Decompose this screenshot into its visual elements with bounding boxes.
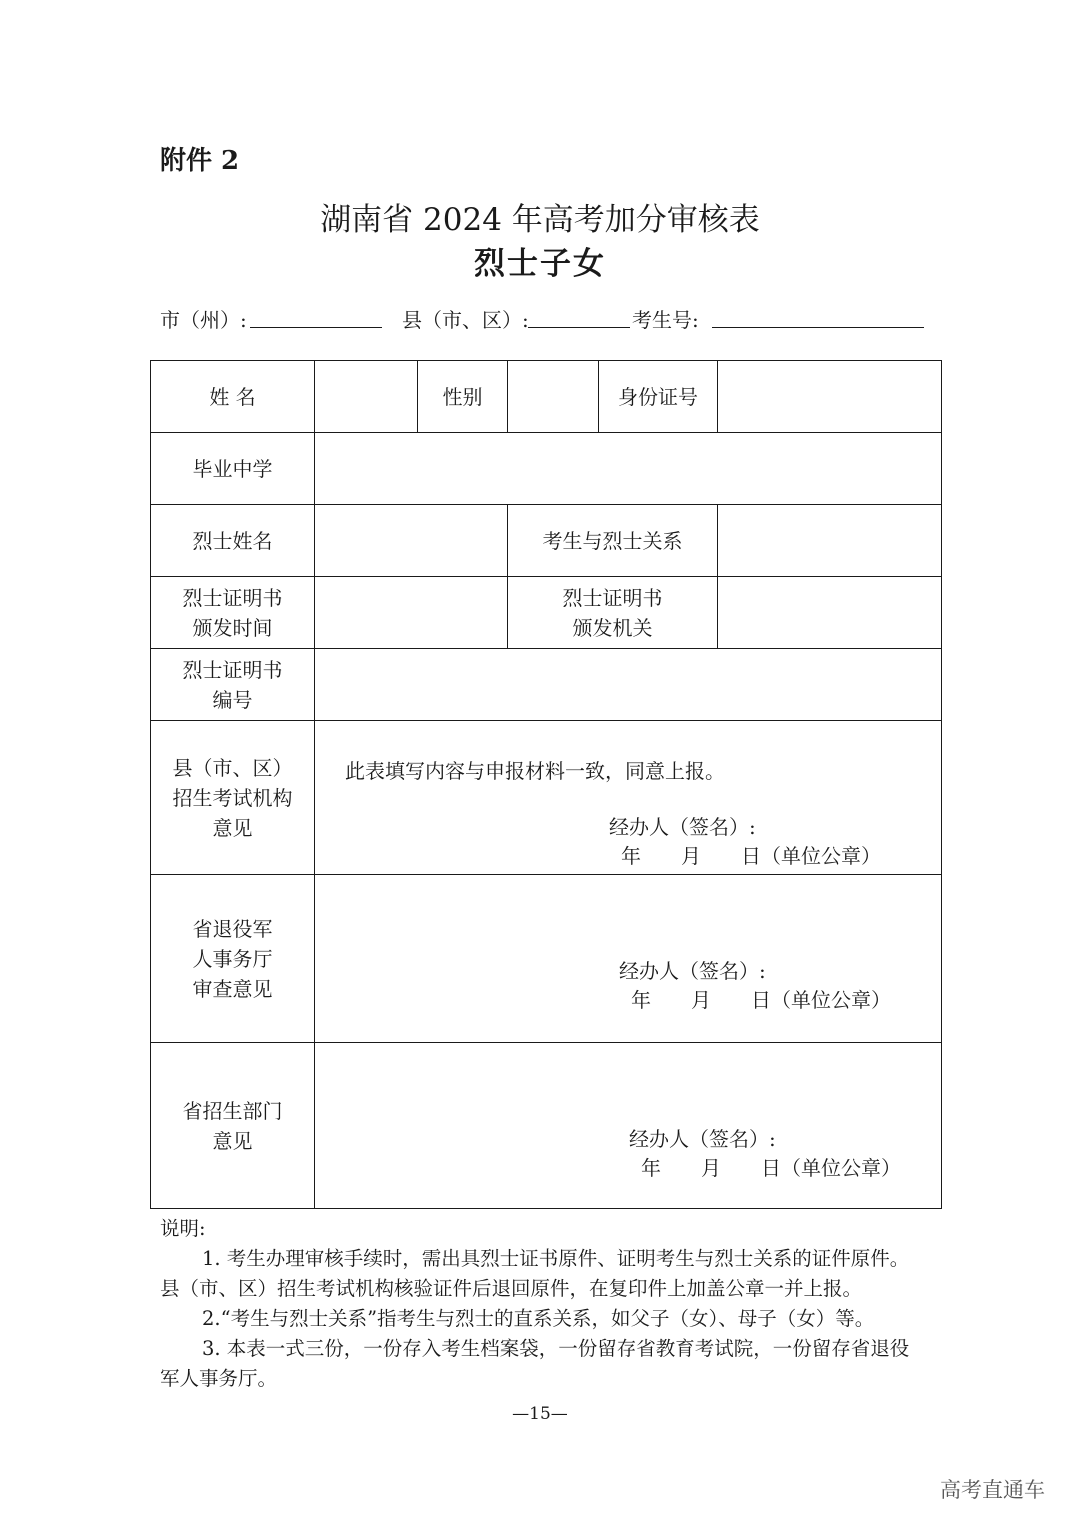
- county-handler-signature: 经办人（签名）:: [609, 815, 756, 839]
- row-basic-info: [151, 361, 942, 433]
- veteran-opinion-cell[interactable]: [315, 875, 942, 1043]
- id-number-label: 身份证号: [599, 361, 718, 433]
- county-field[interactable]: [528, 305, 630, 328]
- row-cert-number: [151, 649, 942, 721]
- admission-date-seal: 年 月 日（单位公章）: [641, 1156, 901, 1180]
- admission-opinion-label-line2: 意见: [212, 1128, 253, 1153]
- gender-label: 性别: [418, 361, 508, 433]
- county-opinion-label-line3: 意见: [212, 815, 253, 840]
- county-opinion-text: 此表填写内容与申报材料一致，同意上报。: [345, 759, 725, 783]
- review-form-table: [150, 360, 942, 1209]
- name-field[interactable]: [315, 361, 418, 433]
- county-opinion-label: [151, 721, 315, 875]
- county-label: 县（市、区）:: [402, 308, 529, 332]
- admission-opinion-cell[interactable]: [315, 1043, 942, 1209]
- veteran-date-seal: 年 月 日（单位公章）: [631, 988, 891, 1012]
- note-item-3: 3. 本表一式三份，一份存入考生档案袋，一份留存省教育考试院，一份留存省退役: [202, 1337, 910, 1360]
- county-opinion-label-line2: 招生考试机构: [172, 785, 293, 810]
- row-certificate: [151, 577, 942, 649]
- martyr-name-field[interactable]: [315, 505, 508, 577]
- county-opinion-cell[interactable]: [315, 721, 942, 875]
- veteran-handler-signature: 经办人（签名）:: [619, 959, 766, 983]
- note-item-1-continued: 县（市、区）招生考试机构核验证件后退回原件，在复印件上加盖公章一并上报。: [160, 1277, 863, 1300]
- cert-org-label: [508, 577, 718, 649]
- row-school: [151, 433, 942, 505]
- city-label: 市（州）:: [160, 308, 247, 332]
- row-martyr: [151, 505, 942, 577]
- cert-org-field[interactable]: [718, 577, 942, 649]
- cert-date-field[interactable]: [315, 577, 508, 649]
- school-label: 毕业中学: [151, 433, 315, 505]
- exam-number-label: 考生号:: [632, 308, 699, 332]
- gender-field[interactable]: [508, 361, 599, 433]
- note-item-2: 2.“考生与烈士关系”指考生与烈士的直系关系，如父子（女）、母子（女）等。: [202, 1307, 875, 1330]
- cert-number-label-line2: 编号: [212, 687, 253, 712]
- cert-org-label-line1: 烈士证明书: [562, 585, 663, 610]
- county-date-seal: 年 月 日（单位公章）: [621, 844, 881, 868]
- cert-number-label: [151, 649, 315, 721]
- note-item-3-continued: 军人事务厅。: [160, 1367, 278, 1390]
- name-label: 姓 名: [151, 361, 315, 433]
- cert-org-label-line2: 颁发机关: [572, 615, 653, 640]
- city-field[interactable]: [250, 305, 382, 328]
- cert-number-label-line1: 烈士证明书: [182, 657, 283, 682]
- row-admission-opinion: [151, 1043, 942, 1209]
- veteran-opinion-label-line1: 省退役军: [192, 916, 273, 941]
- cert-date-label: [151, 577, 315, 649]
- admission-handler-signature: 经办人（签名）:: [629, 1127, 776, 1151]
- notes-heading: 说明:: [160, 1217, 206, 1240]
- row-veteran-opinion: [151, 875, 942, 1043]
- cert-date-label-line2: 颁发时间: [192, 615, 273, 640]
- watermark-text: 高考直通车: [940, 1478, 1045, 1502]
- school-field[interactable]: [315, 433, 942, 505]
- page-number: —15—: [512, 1404, 568, 1424]
- form-title: 湖南省 2024 年高考加分审核表: [320, 202, 760, 238]
- attachment-label: 附件 2: [160, 146, 240, 176]
- row-county-opinion: [151, 721, 942, 875]
- cert-number-field[interactable]: [315, 649, 942, 721]
- veteran-opinion-label-line2: 人事务厅: [192, 946, 273, 971]
- relation-label: 考生与烈士关系: [508, 505, 718, 577]
- county-opinion-label-line1: 县（市、区）: [172, 755, 293, 780]
- form-subtitle: 烈士子女: [474, 246, 606, 282]
- note-item-1: 1. 考生办理审核手续时，需出具烈士证书原件、证明考生与烈士关系的证件原件。: [202, 1247, 910, 1270]
- veteran-opinion-label-line3: 审查意见: [192, 976, 273, 1001]
- veteran-opinion-label: [151, 875, 315, 1043]
- martyr-name-label: 烈士姓名: [151, 505, 315, 577]
- admission-opinion-label: [151, 1043, 315, 1209]
- admission-opinion-label-line1: 省招生部门: [182, 1098, 283, 1123]
- notes-section: [160, 1214, 940, 1394]
- cert-date-label-line1: 烈士证明书: [182, 585, 283, 610]
- relation-field[interactable]: [718, 505, 942, 577]
- id-number-field[interactable]: [718, 361, 942, 433]
- exam-number-field[interactable]: [712, 305, 924, 328]
